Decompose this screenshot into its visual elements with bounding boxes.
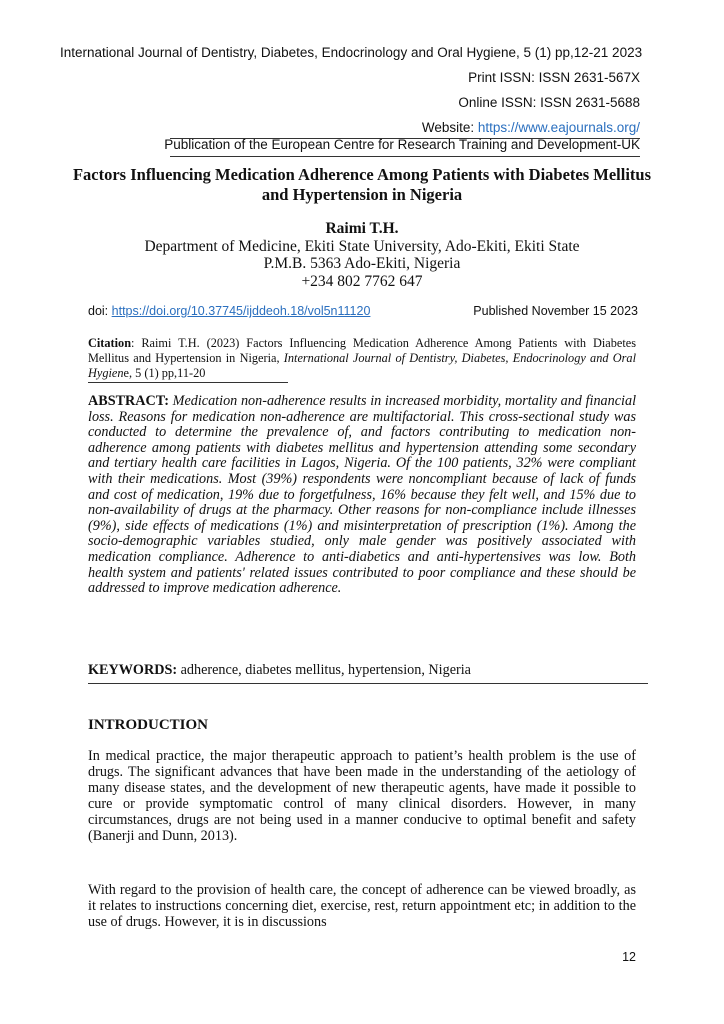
introduction-paragraph-1: In medical practice, the major therapeutic approach to patient’s health problem is the use of drugs. The significant advances that have been made in the understanding of the aetiology of many disease states, and the development of new therapeutic agents, have made it possible to cure or provide symptomatic control of many clinical disorders. However, in many circumstances, drugs are not being used in a manner conducive to optimal benefit and safety (Banerji and Dunn, 2013). <box>88 748 636 845</box>
journal-info-line: International Journal of Dentistry, Diabetes, Endocrinology and Oral Hygiene, 5 (1) pp,12-21 2023 <box>60 45 643 60</box>
journal-header <box>60 40 643 140</box>
keywords-text: adherence, diabetes mellitus, hypertension, Nigeria <box>177 662 471 678</box>
author-block <box>80 220 644 290</box>
doi-row <box>88 304 638 318</box>
doi-link[interactable]: https://doi.org/10.37745/ijddeoh.18/vol5n11120 <box>111 304 371 318</box>
citation-label: Citation <box>88 336 132 350</box>
page-number: 12 <box>622 950 636 964</box>
abstract <box>88 394 636 597</box>
citation <box>88 336 636 381</box>
doi <box>88 304 370 318</box>
author-name: Raimi T.H. <box>325 220 399 237</box>
print-issn: Print ISSN: ISSN 2631-567X <box>468 70 640 85</box>
citation-end: e, 5 (1) pp,11-20 <box>123 366 206 380</box>
author-affiliation: Department of Medicine, Ekiti State University, Ado-Ekiti, Ekiti State <box>144 237 580 255</box>
publisher-line: Publication of the European Centre for Research Training and Development-UK <box>164 137 640 152</box>
abstract-text: Medication non-adherence results in increased morbidity, mortality and financial loss. Reasons for medication non-adherence are multifactorial. This cross-sectional study was conducted to determine the prevalence of, and factors contributing to medication non-adherence among patients with diabetes mellitus and hypertension attending some secondary and tertiary health care facilities in Lagos, Nigeria. Of the 100 patients, 32% were compliant with their medications. Most (39%) respondents were noncompliant because of lack of funds and cost of medication, 19% due to forgetfulness, 16% because they felt well, and 15% due to non-availability of drugs at the pharmacy. Other reasons for non-compliance include illnesses (9%), side effects of medications (1%) and misinterpretation of prescription (1%). Among the socio-demographic variables studied, only male gender was positively associated with medication compliance. Adherence to anti-diabetics and anti-hypertensives was low. Both health system and patients' related issues contributed to poor compliance and these should be addressed to improve medication adherence. <box>88 393 637 597</box>
article-title: Factors Influencing Medication Adherence Among Patients with Diabetes Mellitus and Hypertension in Nigeria <box>72 165 652 204</box>
published-date: Published November 15 2023 <box>473 304 638 318</box>
abstract-label: ABSTRACT: <box>88 393 169 409</box>
citation-rule <box>88 382 288 383</box>
header-rule-bottom <box>170 156 640 157</box>
author-address: P.M.B. 5363 Ado-Ekiti, Nigeria <box>263 255 461 272</box>
author-phone: +234 802 7762 647 <box>301 272 423 290</box>
online-issn: Online ISSN: ISSN 2631-5688 <box>458 95 640 110</box>
introduction-paragraph-2: With regard to the provision of health care, the concept of adherence can be viewed broadly, as it relates to instructions concerning diet, exercise, rest, return appointment etc; in addition to the use of drugs. However, it is in discussions <box>88 882 636 931</box>
website-label: Website: <box>421 120 475 135</box>
introduction-heading: INTRODUCTION <box>88 717 209 733</box>
keywords-label: KEYWORDS: <box>88 662 178 678</box>
keywords <box>88 662 636 679</box>
citation-text: : Raimi T.H. (2023) Factors Influencing Medication Adherence Among Patients with Diabetes Mellitus and Hypertension in Nigeria, <box>88 336 636 365</box>
keywords-rule <box>88 683 648 684</box>
doi-label: doi: <box>88 304 109 318</box>
website-link[interactable]: https://www.eajournals.org/ <box>477 120 640 135</box>
citation-journal: International Journal of Dentistry, Diabetes, Endocrinology and Oral Hygien <box>88 351 636 380</box>
